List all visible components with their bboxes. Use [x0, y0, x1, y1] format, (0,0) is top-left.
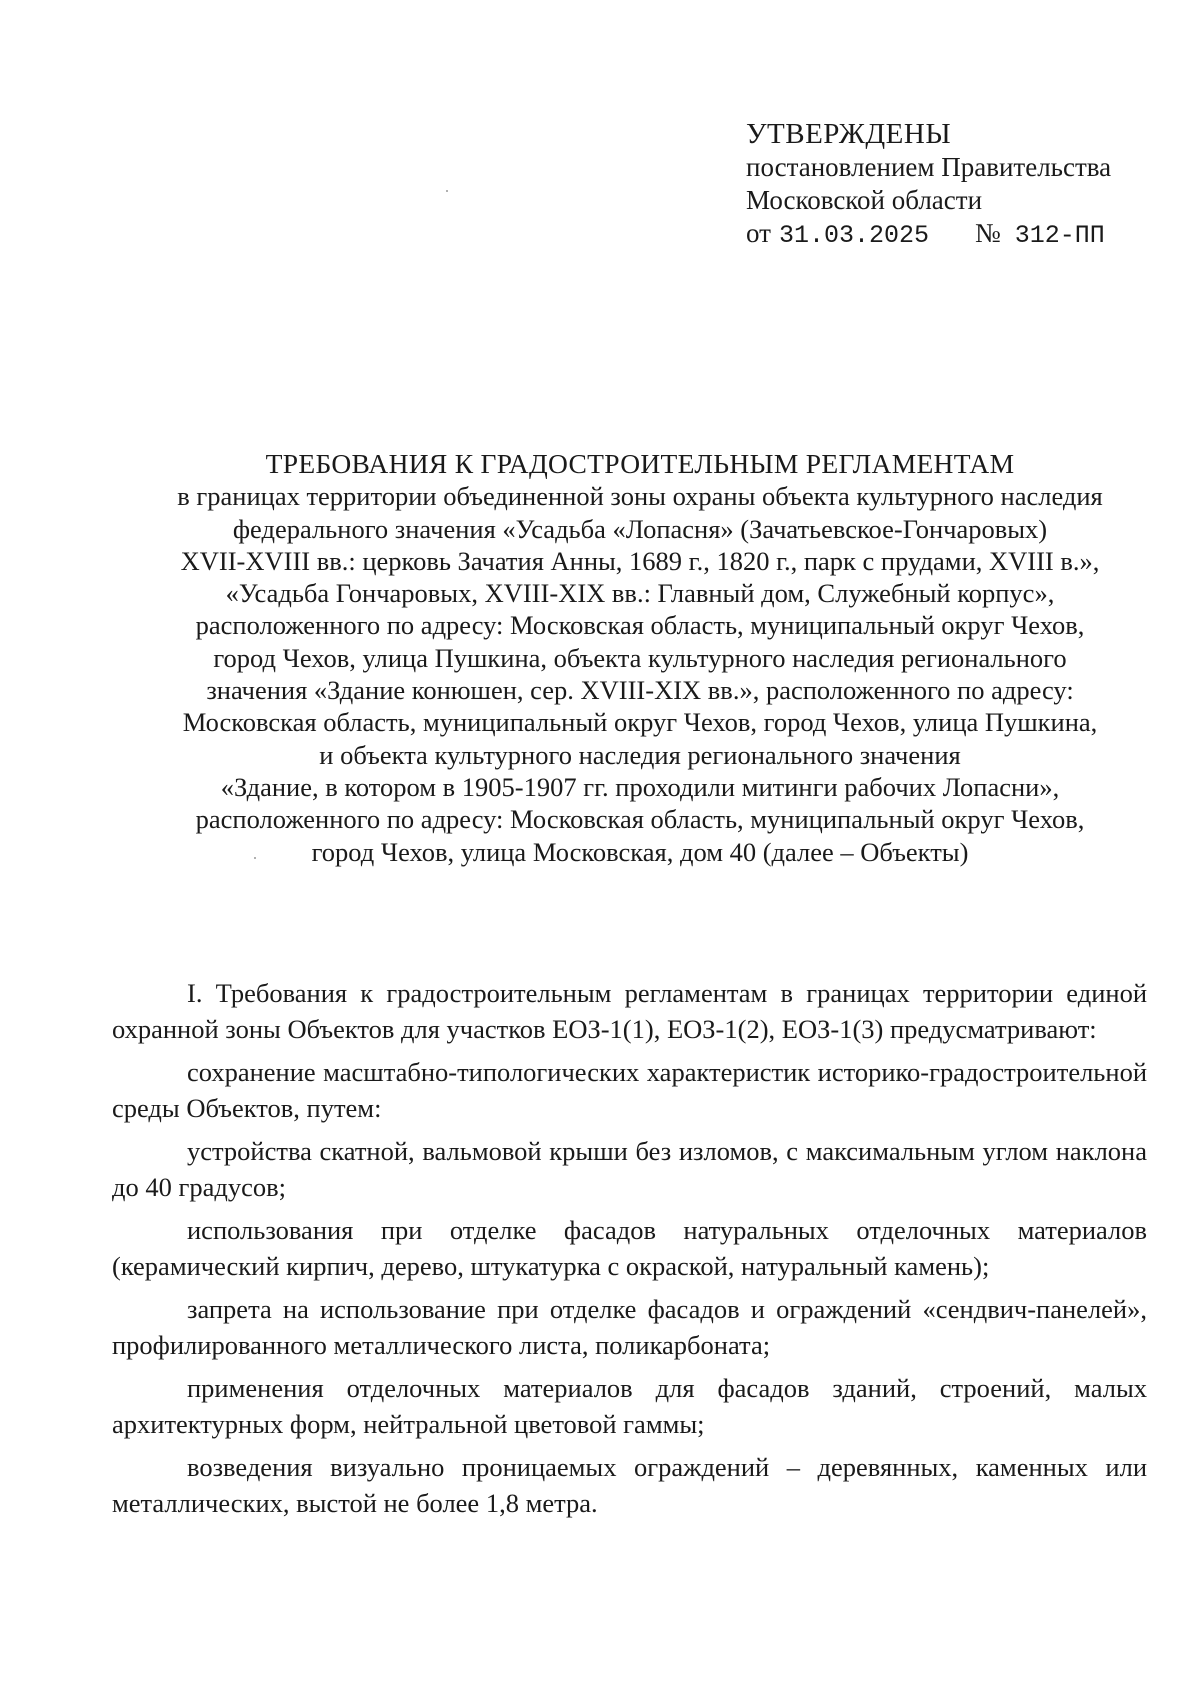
approval-stamp [746, 118, 1111, 252]
approval-line-2: Московской области [746, 185, 983, 215]
heading-line: расположенного по адресу: Московская область, муниципальный округ Чехов, [195, 804, 1085, 835]
heading-line: и объекта культурного наследия регионального значения [319, 739, 961, 770]
document-heading [90, 448, 1190, 868]
body-paragraph: устройства скатной, вальмовой крыши без изломов, с максимальным углом наклона до 40 градусов; [112, 1136, 1147, 1202]
document-title: ТРЕБОВАНИЯ К ГРАДОСТРОИТЕЛЬНЫМ РЕГЛАМЕНТАМ [265, 448, 1015, 479]
heading-line: город Чехов, улица Московская, дом 40 (далее – Объекты) [311, 836, 969, 867]
number-sign: № [974, 218, 1001, 248]
heading-line: XVII-XVIII вв.: церковь Зачатия Анны, 1689 г., 1820 г., парк с прудами, XVIII в.», [180, 545, 1100, 576]
document-body [112, 975, 1147, 1528]
heading-line: в границах территории объединенной зоны охраны объекта культурного наследия [177, 481, 1103, 512]
body-paragraph: сохранение масштабно-типологических характеристик историко-градостроительной среды Объектов, путем: [112, 1057, 1147, 1123]
approval-line-1: постановлением Правительства [746, 152, 1112, 182]
heading-line: «Усадьба Гончаровых, XVIII-XIX вв.: Главный дом, Служебный корпус», [225, 578, 1055, 609]
body-paragraph: использования при отделке фасадов натуральных отделочных материалов (керамический кирпич, дерево, штукатурка с окраской, натуральный камень); [112, 1215, 1147, 1281]
heading-line: Московская область, муниципальный округ Чехов, город Чехов, улица Пушкина, [182, 707, 1098, 738]
body-paragraph: возведения визуально проницаемых ограждений – деревянных, каменных или металлических, выстой не более 1,8 метра. [112, 1452, 1147, 1518]
heading-line: значения «Здание конюшен, сер. XVIII-XIX вв.», расположенного по адресу: [206, 675, 1074, 706]
heading-line: город Чехов, улица Пушкина, объекта культурного наследия регионального [213, 642, 1067, 673]
section-intro-paragraph: I. Требования к градостроительным регламентам в границах территории единой охранной зоны Объектов для участков ЕОЗ-1(1), ЕОЗ-1(2), ЕОЗ-1(3) предусматривают: [112, 978, 1147, 1044]
heading-line: федерального значения «Усадьба «Лопасня» (Зачатьевское-Гончаровых) [232, 513, 1048, 544]
approval-title: УТВЕРЖДЕНЫ [746, 118, 952, 150]
approval-number: 312-ПП [1014, 221, 1105, 250]
body-paragraph: запрета на использование при отделке фасадов и ограждений «сендвич-панелей», профилированного металлического листа, поликарбоната; [112, 1294, 1147, 1360]
body-paragraph: применения отделочных материалов для фасадов зданий, строений, малых архитектурных форм, нейтральной цветовой гаммы; [112, 1373, 1147, 1439]
scan-speck [446, 190, 448, 192]
heading-line: расположенного по адресу: Московская область, муниципальный округ Чехов, [195, 610, 1085, 641]
approval-date-line [746, 217, 1111, 252]
approval-date: 31.03.2025 [778, 221, 929, 250]
heading-line: «Здание, в котором в 1905-1907 гг. проходили митинги рабочих Лопасни», [220, 771, 1060, 802]
date-prefix: от [746, 218, 771, 248]
